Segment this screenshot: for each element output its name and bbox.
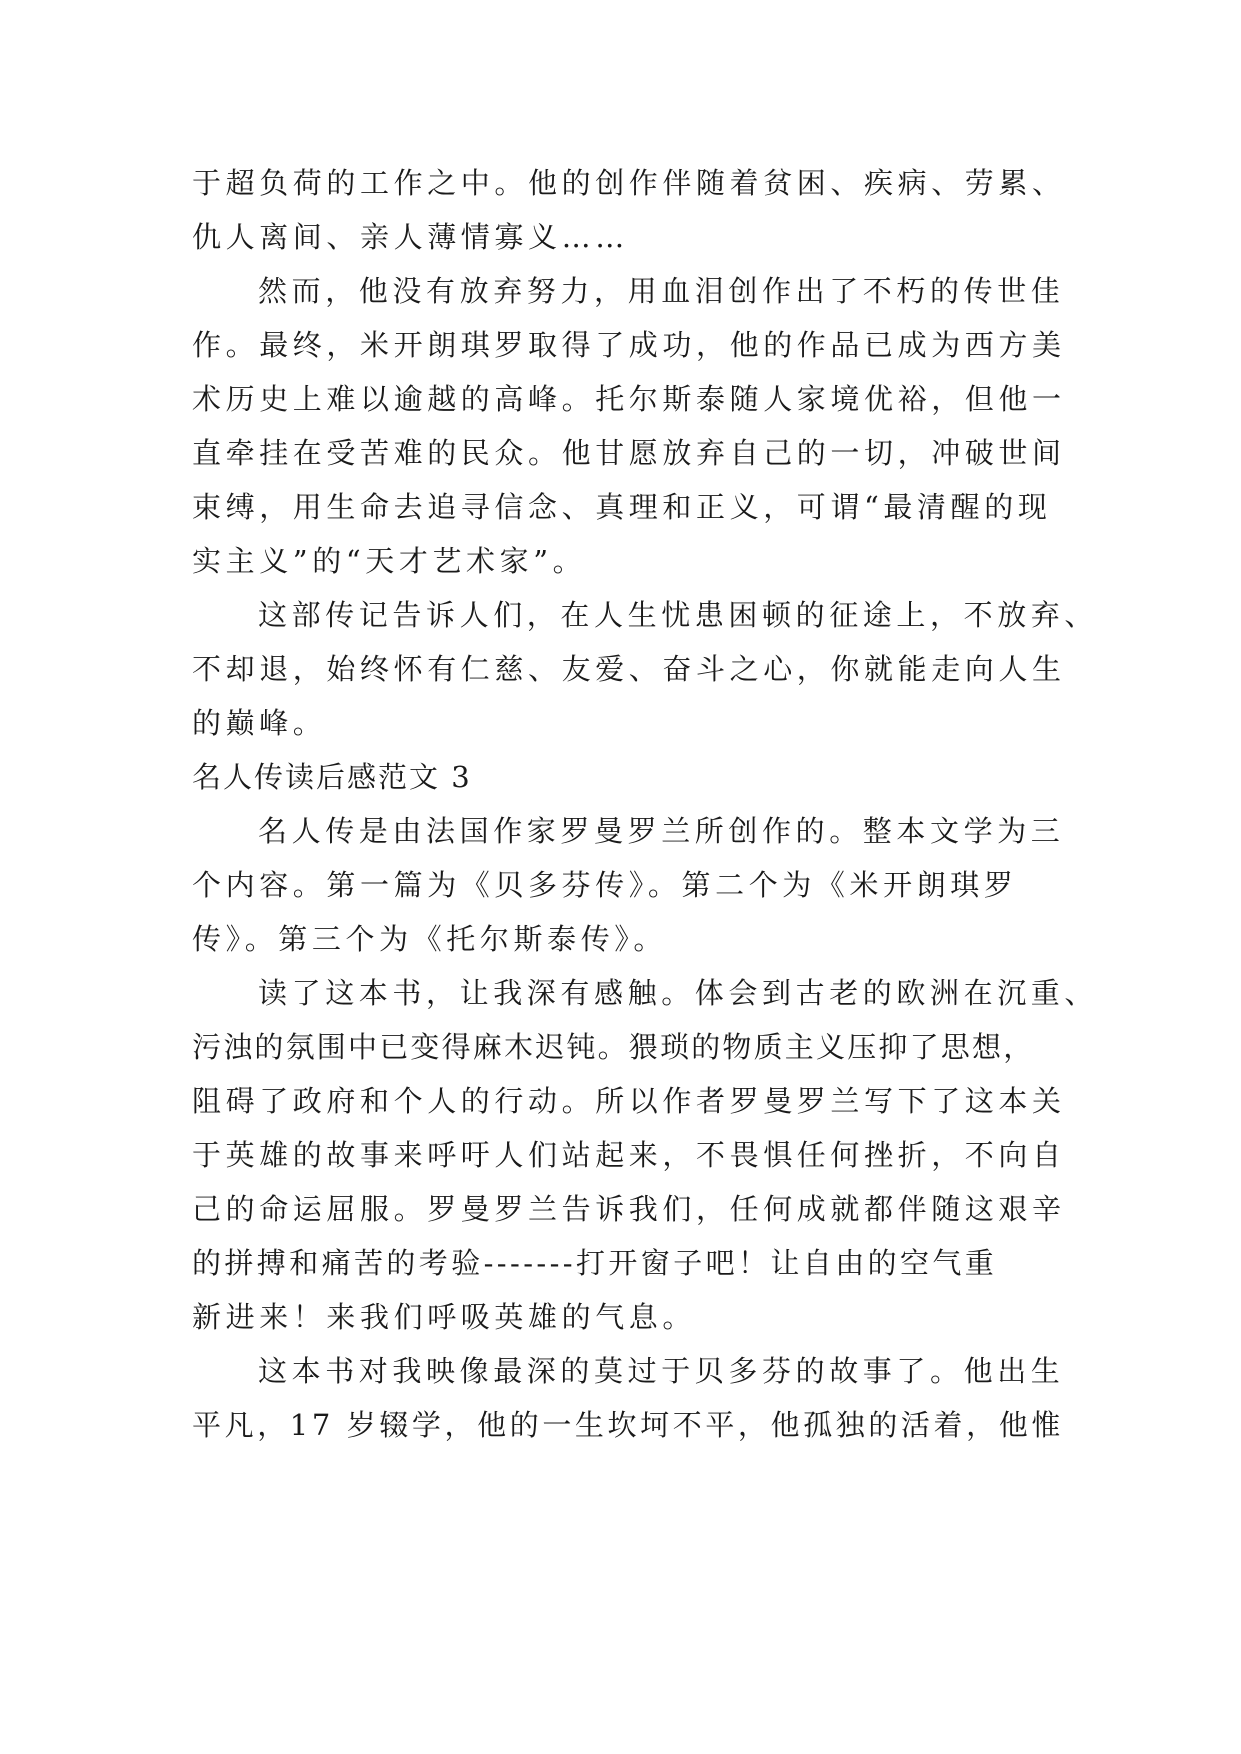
section-heading: 名人传读后感范文 3 bbox=[192, 760, 472, 794]
text-line: 平凡，17 岁辍学，他的一生坎坷不平，他孤独的活着，他惟 bbox=[192, 1408, 1064, 1442]
paragraph-start-line: 这部传记告诉人们，在人生忧患困顿的征途上，不放弃、 bbox=[258, 598, 1099, 632]
text-line: 不却退，始终怀有仁慈、友爱、奋斗之心，你就能走向人生 bbox=[192, 652, 1066, 686]
text-line: 于超负荷的工作之中。他的创作伴随着贫困、疾病、劳累、 bbox=[192, 166, 1066, 200]
text-line: 实主义”的“天才艺术家”。 bbox=[192, 544, 587, 578]
document-page bbox=[192, 156, 1099, 1452]
text-line: 阻碍了政府和个人的行动。所以作者罗曼罗兰写下了这本关 bbox=[192, 1084, 1066, 1118]
text-line: 的拼搏和痛苦的考验-------打开窗子吧！让自由的空气重 bbox=[192, 1246, 998, 1280]
paragraph-start-line: 名人传是由法国作家罗曼罗兰所创作的。整本文学为三 bbox=[258, 814, 1065, 848]
text-line: 传》。第三个为《托尔斯泰传》。 bbox=[192, 922, 668, 956]
text-line: 污浊的氛围中已变得麻木迟钝。猥琐的物质主义压抑了思想， bbox=[192, 1030, 1035, 1064]
text-line: 作。最终，米开朗琪罗取得了成功，他的作品已成为西方美 bbox=[192, 328, 1066, 362]
text-line: 新进来！来我们呼吸英雄的气息。 bbox=[192, 1300, 697, 1334]
paragraph-start-line: 读了这本书，让我深有感触。体会到古老的欧洲在沉重、 bbox=[258, 976, 1099, 1010]
text-line: 己的命运屈服。罗曼罗兰告诉我们，任何成就都伴随这艰辛 bbox=[192, 1192, 1066, 1226]
text-line: 直牵挂在受苦难的民众。他甘愿放弃自己的一切，冲破世间 bbox=[192, 436, 1066, 470]
text-line: 个内容。第一篇为《贝多芬传》。第二个为《米开朗琪罗 bbox=[192, 868, 1018, 902]
paragraph-start-line: 然而，他没有放弃努力，用血泪创作出了不朽的传世佳 bbox=[258, 274, 1065, 308]
text-line: 束缚，用生命去追寻信念、真理和正义，可谓“最清醒的现 bbox=[192, 490, 1052, 524]
text-line: 术历史上难以逾越的高峰。托尔斯泰随人家境优裕，但他一 bbox=[192, 382, 1066, 416]
paragraph-start-line: 这本书对我映像最深的莫过于贝多芬的故事了。他出生 bbox=[258, 1354, 1065, 1388]
text-line: 仇人离间、亲人薄情寡义…… bbox=[192, 220, 629, 254]
text-line: 于英雄的故事来呼吁人们站起来，不畏惧任何挫折，不向自 bbox=[192, 1138, 1066, 1172]
text-line: 的巅峰。 bbox=[192, 706, 327, 740]
